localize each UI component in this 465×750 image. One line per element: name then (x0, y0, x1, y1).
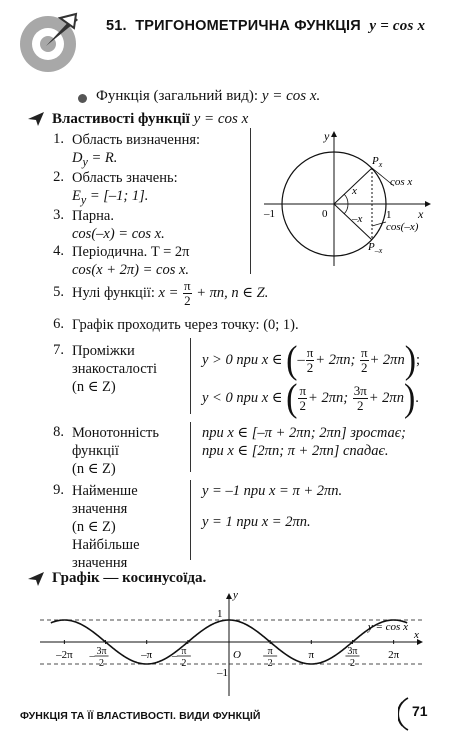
angle-arc-neg (344, 204, 348, 214)
property-number: 1. (53, 131, 64, 147)
divider (250, 128, 251, 274)
curve-label: y = cos x (367, 620, 408, 633)
page-title: 51. ТРИГОНОМЕТРИЧНА ФУНКЦІЯ y = cos x (106, 18, 426, 34)
min-value: y = –1 при x = π + 2πn. (202, 483, 343, 499)
divider (190, 422, 191, 472)
divider (190, 338, 191, 414)
x-tick-numerator: 3π (96, 646, 107, 657)
angle-x-label: x (352, 185, 357, 197)
cosine-graph (38, 590, 424, 700)
pmx-label: $P_{-x}$ (368, 241, 383, 255)
bullet-icon (78, 94, 87, 103)
property-number: 7. (53, 342, 64, 358)
property-number: 3. (53, 207, 64, 223)
minus-one-label: –1 (264, 208, 275, 220)
one-label: 1 (386, 209, 392, 221)
angle-arc (344, 194, 348, 204)
property-range: Область значень: $E_y = [-1$; 1]. (72, 170, 178, 207)
property-number: 9. (53, 482, 64, 498)
property-even: Парна. cos(–x) = cos x. (72, 208, 165, 242)
graph-heading: Графік — косинусоїда. (52, 570, 207, 586)
x-tick-denominator: 2 (181, 658, 187, 669)
y-label: y (324, 129, 330, 143)
x-tick-numerator: 3π (347, 646, 358, 657)
paper-plane-arrow-icon (26, 111, 46, 132)
x-tick-label: –π (141, 649, 153, 661)
y-tick-label: 1 (217, 608, 223, 620)
target-logo-icon (16, 6, 86, 76)
footer-text: ФУНКЦІЯ ТА ЇЇ ВЛАСТИВОСТІ. ВИДИ ФУНКЦІЙ (20, 710, 261, 722)
x-tick-label: O (233, 649, 241, 661)
page-number: 71 (412, 703, 428, 719)
sign-negative: y < 0 при x ∈ ( $\frac{\pi}{2}$ + 2πn; $\frac{3\pi}{2}$ + 2πn). (202, 376, 419, 420)
divider (190, 480, 191, 560)
property-point: Графік проходить через точку: (0; 1). (72, 317, 299, 333)
paper-plane-arrow-icon (26, 571, 46, 592)
px-label: $P_x$ (372, 155, 383, 169)
x-tick-label: π (308, 649, 315, 661)
x-tick-label: 2π (388, 649, 400, 661)
x-tick-label: –2π (56, 649, 73, 661)
x-tick-denominator: 2 (99, 658, 105, 669)
cosmx-label: cos(–x) (386, 221, 419, 233)
x-tick-numerator: π (181, 646, 187, 657)
monotonic-values: при x ∈ [–π + 2πn; 2πn] зростає; при x ∈ [2πn; π + 2πn] спадає. (202, 425, 406, 459)
property-domain: Область визначення: $D_y = R$. (72, 132, 201, 169)
property-zeros: Нулі функції: x = $\frac{\pi}{2}$ + πn, n ∈ Z. (72, 278, 269, 309)
properties-heading: Властивості функції y = cos x (52, 111, 249, 127)
x-tick-numerator: π (267, 646, 273, 657)
x-tick-denominator: 2 (349, 658, 355, 669)
monotonic-label: Монотонність функції (n ∈ Z) (72, 425, 159, 477)
property-periodic: Періодична. T = 2π cos(x + 2π) = cos x. (72, 244, 190, 278)
x-tick-sign: – (89, 650, 96, 662)
property-number: 8. (53, 424, 64, 440)
unit-circle-diagram (258, 126, 458, 276)
x-axis-label: x (414, 629, 419, 641)
cosm-pointer (372, 222, 386, 226)
definition: Функція (загальний вид): y = cos x. (96, 88, 321, 104)
property-number: 5. (53, 284, 64, 300)
property-number: 6. (53, 316, 64, 332)
y-tick-label: –1 (217, 667, 228, 679)
x-label: x (418, 207, 424, 221)
max-value: y = 1 при x = 2πn. (202, 514, 311, 530)
sign-intervals-label: Проміжки знакосталості (n ∈ Z) (72, 343, 158, 395)
cosx-label: cos x (390, 176, 413, 188)
zero-label: 0 (322, 208, 328, 220)
extrema-label: Найменше значення (n ∈ Z) Найбільше значення (72, 483, 140, 571)
angle-mx-label: –x (352, 213, 363, 225)
y-axis-label: y (233, 590, 238, 601)
x-tick-denominator: 2 (267, 658, 273, 669)
property-number: 2. (53, 169, 64, 185)
x-tick-sign: – (171, 650, 178, 662)
property-number: 4. (53, 243, 64, 259)
sign-positive: y > 0 при x ∈ (– $\frac{\pi}{2}$ + 2πn; $\frac{\pi}{2}$ + 2πn); (202, 338, 421, 382)
